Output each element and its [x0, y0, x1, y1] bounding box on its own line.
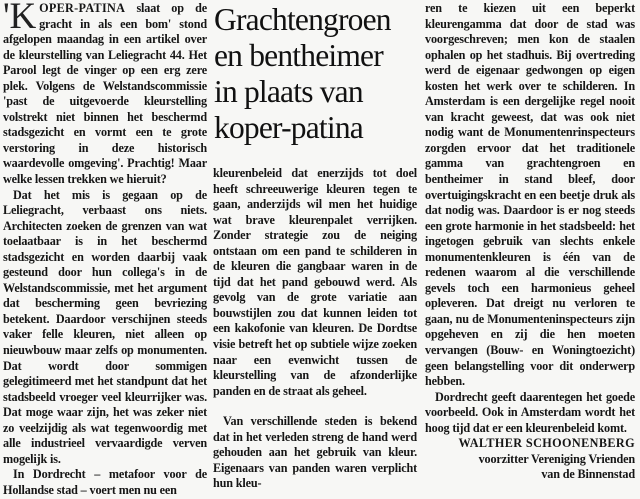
signature-role: voorzitter Vereniging Vrienden — [478, 451, 635, 466]
headline-line: in plaats van — [214, 74, 363, 109]
lead-paragraph — [3, 1, 207, 188]
signature-role: van de Binnenstad — [541, 467, 635, 482]
article-column-1 — [3, 1, 207, 499]
headline-line: Grachtengroen — [214, 2, 391, 37]
paragraph: In Dordrecht – metafoor voor de Hollandse stad – voert men nu een — [3, 467, 207, 497]
paragraph-text: slaat op de gracht in als een bom' stond afgelopen maandag in een artikel over de kleurstelling van Leliegracht 44. Het Parool legt de vinger op een erg zere plek. Volgens de Welstandscommissie 'past de uitgevoerde kleurstelling volstrekt niet binnen het beschermd stadsgezicht en vormt een te grote verstoring in deze historisch waardevolle omgeving'. Prachtig! Maar welke lessen trekken we hieruit? — [3, 1, 207, 187]
headline-line: koper-patina — [214, 110, 363, 145]
signature-block — [425, 436, 635, 483]
paragraph: kleurenbeleid dat enerzijds tot doel heeft schreeuwerige kleuren tegen te gaan, anderzijds wil men het huidige wat brave kleurenpalet verrijken. Zonder strategie zou de neiging ontstaan om een pand te schilderen in de kleuren die gangbaar waren in de tijd dat het pand gebouwd werd. Als gevolg van de grote variatie aan bouwstijlen zou dat kunnen leiden tot een kakofonie van kleuren. De Dordtse visie betreft het op subtiele wijze zoeken naar een evenwicht tussen de kleurstelling van de afzonderlijke panden en de straat als geheel. — [213, 166, 417, 398]
paragraph: Dordrecht geeft daarentegen het goede voorbeeld. Ook in Amsterdam wordt het hoog tijd dat er een kleurenbeleid komt. — [425, 389, 635, 435]
signature-name: WALTHER SCHOONENBERG — [458, 436, 635, 451]
article-headline — [214, 2, 419, 146]
paragraph: Dat het mis is gegaan op de Leliegracht, verbaast ons niets. Architecten zoeken de grenzen van wat toelaatbaar is in het beschermd stadsgezicht en worden daarbij vaak gesteund door hun collega's in de Welstandscommissie, met het argument dat bescherming geen bevriezing betekent. Daardoor verschijnen steeds vaker felle kleuren, niet alleen op nieuwbouw maar zelfs op monumenten. Dat wordt door sommigen gelegitimeerd met het standpunt dat het stadsbeeld vroeger veel kleurrijker was. Dat moge waar zijn, het was zeker niet zo veelzijdig als wat tegenwoordig met alle industrieel vervaardigde verven mogelijk is. — [3, 187, 207, 466]
article-column-3 — [425, 1, 635, 483]
lead-caps: OPER-PATINA — [39, 1, 126, 15]
headline-line: en bentheimer — [214, 38, 383, 73]
drop-cap: 'K — [3, 0, 37, 37]
article-column-2 — [213, 166, 417, 492]
paragraph: Van verschillende steden is bekend dat in het verleden streng de hand werd gehouden aan het gebruik van kleur. Eigenaars van panden waren verplicht hun kleu- — [213, 414, 417, 491]
paragraph: ren te kiezen uit een beperkt kleurengamma dat door de stad was voorgeschreven; men kon de staalen ophalen op het stadhuis. Bij overtreding werd de eigenaar gedwongen op eigen kosten het werk over te schilderen. In Amsterdam is een dergelijke regel nooit van kracht geweest, dat was ook niet nodig want de Monumentenrinspecteurs zorgden ervoor dat het traditionele gamma van grachtengroen en bentheimer in stand bleef, door overtuigingskracht en een beetje druk als dat nodig was. Daardoor is er nog steeds een grote harmonie in het stadsbeeld: het ingetogen gebruik van slechts enkele monumentenkleuren is één van de redenen waarom al die verschillende gevels toch een harmonieus geheel opleveren. Dat dreigt nu verloren te gaan, nu de Monumenteninspecteurs zijn opgeheven en zij die hen moeten vervangen (Bouw- en Woningtoezicht) geen belangstelling voor dit onderwerp hebben. — [425, 1, 635, 389]
